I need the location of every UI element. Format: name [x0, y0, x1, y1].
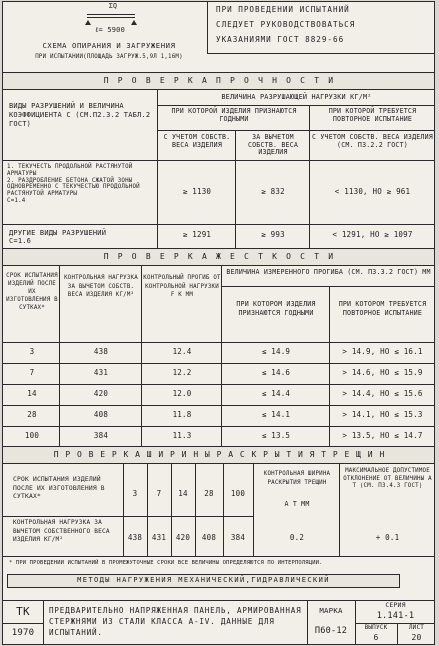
stiffness-row-3-retest: > 14.4, НО ≤ 15.6	[342, 389, 423, 398]
stiffness-row-2-load: 431	[93, 368, 109, 377]
stiffness-title-bar	[3, 248, 435, 266]
note-line-1: ПРИ ПРОВЕДЕНИИ ИСПЫТАНИЙ	[216, 5, 350, 14]
stamp-tk: ТК	[16, 605, 30, 618]
stiffness-row-3-term: 14	[27, 389, 37, 398]
stiffness-row-1-passed: ≤ 14.9	[261, 347, 291, 356]
stamp-description: ПРЕДВАРИТЕЛЬНО НАПРЯЖЕННАЯ ПАНЕЛЬ, АРМИРОВАННАЯ СТЕРЖНЯМИ ИЗ СТАЛИ КЛАССА А-IV. ДАННЫЕ ДЛЯ ИСПЫТАНИЙ.	[49, 606, 302, 637]
stiffness-row-4-load: 408	[93, 410, 109, 419]
stiffness-col-passed: ПРИ КОТОРОМ ИЗДЕЛИЯ ПРИЗНАЮТСЯ ГОДНЫМИ	[236, 300, 316, 317]
scheme-subtitle: ПРИ ИСПЫТАНИИ(ПЛОЩАДЬ ЗАГРУЖ.5,9Л 1,16М)	[35, 54, 183, 60]
stiffness-row-5-retest: > 13.5, НО ≤ 14.7	[342, 431, 423, 440]
stiffness-row-1-term: 3	[29, 347, 35, 356]
strength-row-2-retest: < 1291, НО ≥ 1097	[332, 230, 413, 239]
crack-footnote: * ПРИ ПРОВЕДЕНИИ ИСПЫТАНИЙ В ПРОМЕЖУТОЧНЫЕ СРОКИ ВСЕ ВЕЛИЧИНЫ ОПРЕДЕЛЯЮТСЯ ПО ИНТЕРПОЛЯЦИИ.	[9, 560, 323, 566]
support-left-icon	[85, 20, 91, 25]
strength-title-bar	[3, 72, 435, 90]
crack-max-value: + 0.1	[375, 533, 400, 542]
crack-control-label: КОНТРОЛЬНАЯ ШИРИНА РАСКРЫТИЯ ТРЕЩИН	[263, 471, 331, 486]
stiffness-row-4-retest: > 14.1, НО ≤ 15.3	[342, 410, 423, 419]
strength-row-1-retest: < 1130, НО ≥ 961	[334, 187, 411, 196]
strength-col-passed: ПРИ КОТОРОЙ ИЗДЕЛИЯ ПРИЗНАЮТСЯ ГОДНЫМИ	[171, 107, 297, 123]
methods-text: МЕТОДЫ НАГРУЖЕНИЯ МЕХАНИЧЕСКИЙ,ГИДРАВЛИЧЕСКИЙ	[77, 576, 330, 584]
crack-load-5: 384	[230, 533, 246, 542]
stiffness-row-5-term: 100	[24, 431, 40, 440]
crack-term-5: 100	[230, 489, 246, 498]
crack-term-3: 14	[178, 489, 188, 498]
title-block-stamp	[3, 600, 434, 644]
crack-load-1: 438	[127, 533, 143, 542]
stiffness-row-3-passed: ≤ 14.4	[261, 389, 291, 398]
strength-sub-without-weight: ЗА ВЫЧЕТОМ СОБСТВ. ВЕСА ИЗДЕЛИЯ	[247, 133, 299, 157]
stamp-series-label: СЕРИЯ	[385, 601, 406, 609]
strength-col-retest: ПРИ КОТОРОЙ ТРЕБУЕТСЯ ПОВТОРНОЕ ИСПЫТАНИЕ	[328, 107, 417, 123]
strength-sub-retest: С УЧЕТОМ СОБСТВ. ВЕСА ИЗДЕЛИЯ (СМ. П3.2.2 ГОСТ)	[312, 133, 433, 149]
note-line-2: СЛЕДУЕТ РУКОВОДСТВОВАТЬСЯ	[216, 20, 356, 29]
support-right-icon	[131, 20, 137, 25]
stiffness-row-4-deflection: 11.8	[172, 410, 192, 419]
methods-bar	[7, 574, 400, 588]
stiffness-row-5-load: 384	[93, 431, 109, 440]
note-line-3: УКАЗАНИЯМИ ГОСТ 8829-66	[216, 35, 345, 44]
strength-row-1-without-weight: ≥ 832	[261, 187, 285, 196]
crack-max-label: МАКСИМАЛЬНОЕ ДОПУСТИМОЕ ОТКЛОНЕНИЕ ОТ ВЕЛИЧИНЫ А Т (СМ. П3.4.3 ГОСТ)	[343, 468, 432, 490]
stamp-sheet-value: 20	[411, 633, 422, 642]
strength-row-1-label: 1. ТЕКУЧЕСТЬ ПРОДОЛЬНОЙ РАСТЯНУТОЙ АРМАТУРЫ 2. РАЗДРОБЛЕНИЕ БЕТОНА СЖАТОЙ ЗОНЫ ОДНОВРЕМЕННО С ТЕКУЧЕСТЬЮ ПРОДОЛЬНОЙ РАСТЯНУТОЙ АРМАТУРЫ С=1.4	[7, 164, 140, 204]
stiffness-col-retest: ПРИ КОТОРОМ ТРЕБУЕТСЯ ПОВТОРНОЕ ИСПЫТАНИЕ	[338, 300, 427, 317]
strength-row-1-with-weight: ≥ 1130	[182, 187, 212, 196]
stiffness-row-2-term: 7	[29, 368, 35, 377]
stamp-mark-label: МАРКА	[319, 606, 343, 615]
stiffness-row-2-retest: > 14.6, НО ≤ 15.9	[342, 368, 423, 377]
stiffness-row-1-load: 438	[93, 347, 109, 356]
crack-title: П Р О В Е Р К А Ш И Р И Н Ы Р А С К Р Ы Т И Я Т Р Е Щ И Н	[53, 450, 386, 459]
stiffness-col-measured: ВЕЛИЧИНА ИЗМЕРЕННОГО ПРОГИБА (СМ. П3.3.2 ГОСТ) ММ	[226, 268, 431, 276]
crack-title-bar	[3, 446, 435, 464]
crack-load-3: 420	[175, 533, 191, 542]
strength-sub-with-weight: С УЧЕТОМ СОБСТВ. ВЕСА ИЗДЕЛИЯ	[163, 133, 231, 149]
crack-control-value: 0.2	[289, 533, 305, 542]
stiffness-row-5-deflection: 11.3	[172, 431, 192, 440]
crack-load-4: 408	[201, 533, 217, 542]
stiffness-row-2-passed: ≤ 14.6	[261, 368, 291, 377]
scheme-span-label: ℓ= 5900	[94, 26, 126, 34]
stiffness-row-1-deflection: 12.4	[172, 347, 192, 356]
strength-col-failure-types: ВИДЫ РАЗРУШЕНИЙ И ВЕЛИЧИНА КОЭФФИЦИЕНТА С (СМ.П2.3.2 ТАБЛ.2 ГОСТ)	[9, 102, 151, 128]
stamp-issue-label: ВЫПУСК	[364, 624, 388, 631]
stamp-sheet-label: ЛИСТ	[408, 624, 425, 631]
crack-term-1: 3	[132, 489, 138, 498]
stamp-series-value: 1.141-1	[376, 611, 415, 621]
scheme-title: СХЕМА ОПИРАНИЯ И ЗАГРУЖЕНИЯ	[42, 41, 176, 50]
stiffness-row-4-term: 28	[27, 410, 37, 419]
strength-row-2-without-weight: ≥ 993	[261, 230, 285, 239]
stiffness-row-5-passed: ≤ 13.5	[261, 431, 291, 440]
crack-row-load-label: КОНТРОЛЬНАЯ НАГРУЗКА ЗА ВЫЧЕТОМ СОБСТВЕННОГО ВЕСА ИЗДЕЛИЯ КГ/М²	[13, 519, 110, 543]
general-note-box	[207, 2, 434, 54]
scheme-load-label: ΣQ	[108, 2, 118, 10]
stamp-issue-value: 6	[373, 633, 379, 642]
document-sheet	[2, 1, 435, 645]
stiffness-row-3-deflection: 12.0	[172, 389, 192, 398]
strength-title: П Р О В Е Р К А П Р О Ч Н О С Т И	[103, 76, 336, 85]
strength-col-load: ВЕЛИЧИНА РАЗРУШАЮЩЕЙ НАГРУЗКИ КГ/М²	[221, 93, 372, 101]
stiffness-row-3-load: 420	[93, 389, 109, 398]
stiffness-row-1-retest: > 14.9, НО ≤ 16.1	[342, 347, 423, 356]
crack-load-2: 431	[151, 533, 167, 542]
beam-drawing	[87, 14, 135, 18]
crack-control-unit: А Т ММ	[284, 500, 310, 508]
crack-term-4: 28	[204, 489, 214, 498]
crack-row-term-label: СРОК ИСПЫТАНИЯ ИЗДЕЛИЙ ПОСЛЕ ИХ ИЗГОТОВЛЕНИЯ В СУТКАХ*	[13, 476, 105, 500]
stiffness-title: П Р О В Е Р К А Ж Е С Т К О С Т И	[103, 252, 336, 261]
stiffness-row-4-passed: ≤ 14.1	[261, 410, 291, 419]
stiffness-col-term: СРОК ИСПЫТАНИЯ ИЗДЕЛИЙ ПОСЛЕ ИХ ИЗГОТОВЛЕНИЯ В СУТКАХ*	[6, 273, 58, 311]
stiffness-col-load: КОНТРОЛЬНАЯ НАГРУЗКА ЗА ВЫЧЕТОМ СОБСТВ. ВЕСА ИЗДЕЛИЯ КГ/М²	[64, 275, 138, 298]
stiffness-row-2-deflection: 12.2	[172, 368, 192, 377]
strength-row-2-label: ДРУГИЕ ВИДЫ РАЗРУШЕНИЙ С=1.6	[9, 229, 107, 245]
stamp-mark-value: П60-12	[314, 626, 348, 636]
stamp-year: 1970	[11, 628, 35, 638]
loading-scheme	[5, 4, 211, 70]
strength-row-2-with-weight: ≥ 1291	[182, 230, 212, 239]
stiffness-col-deflection: КОНТРОЛЬНЫЙ ПРОГИБ ОТ КОНТРОЛЬНОЙ НАГРУЗКИ F К ММ	[143, 275, 221, 298]
crack-term-2: 7	[156, 489, 162, 498]
